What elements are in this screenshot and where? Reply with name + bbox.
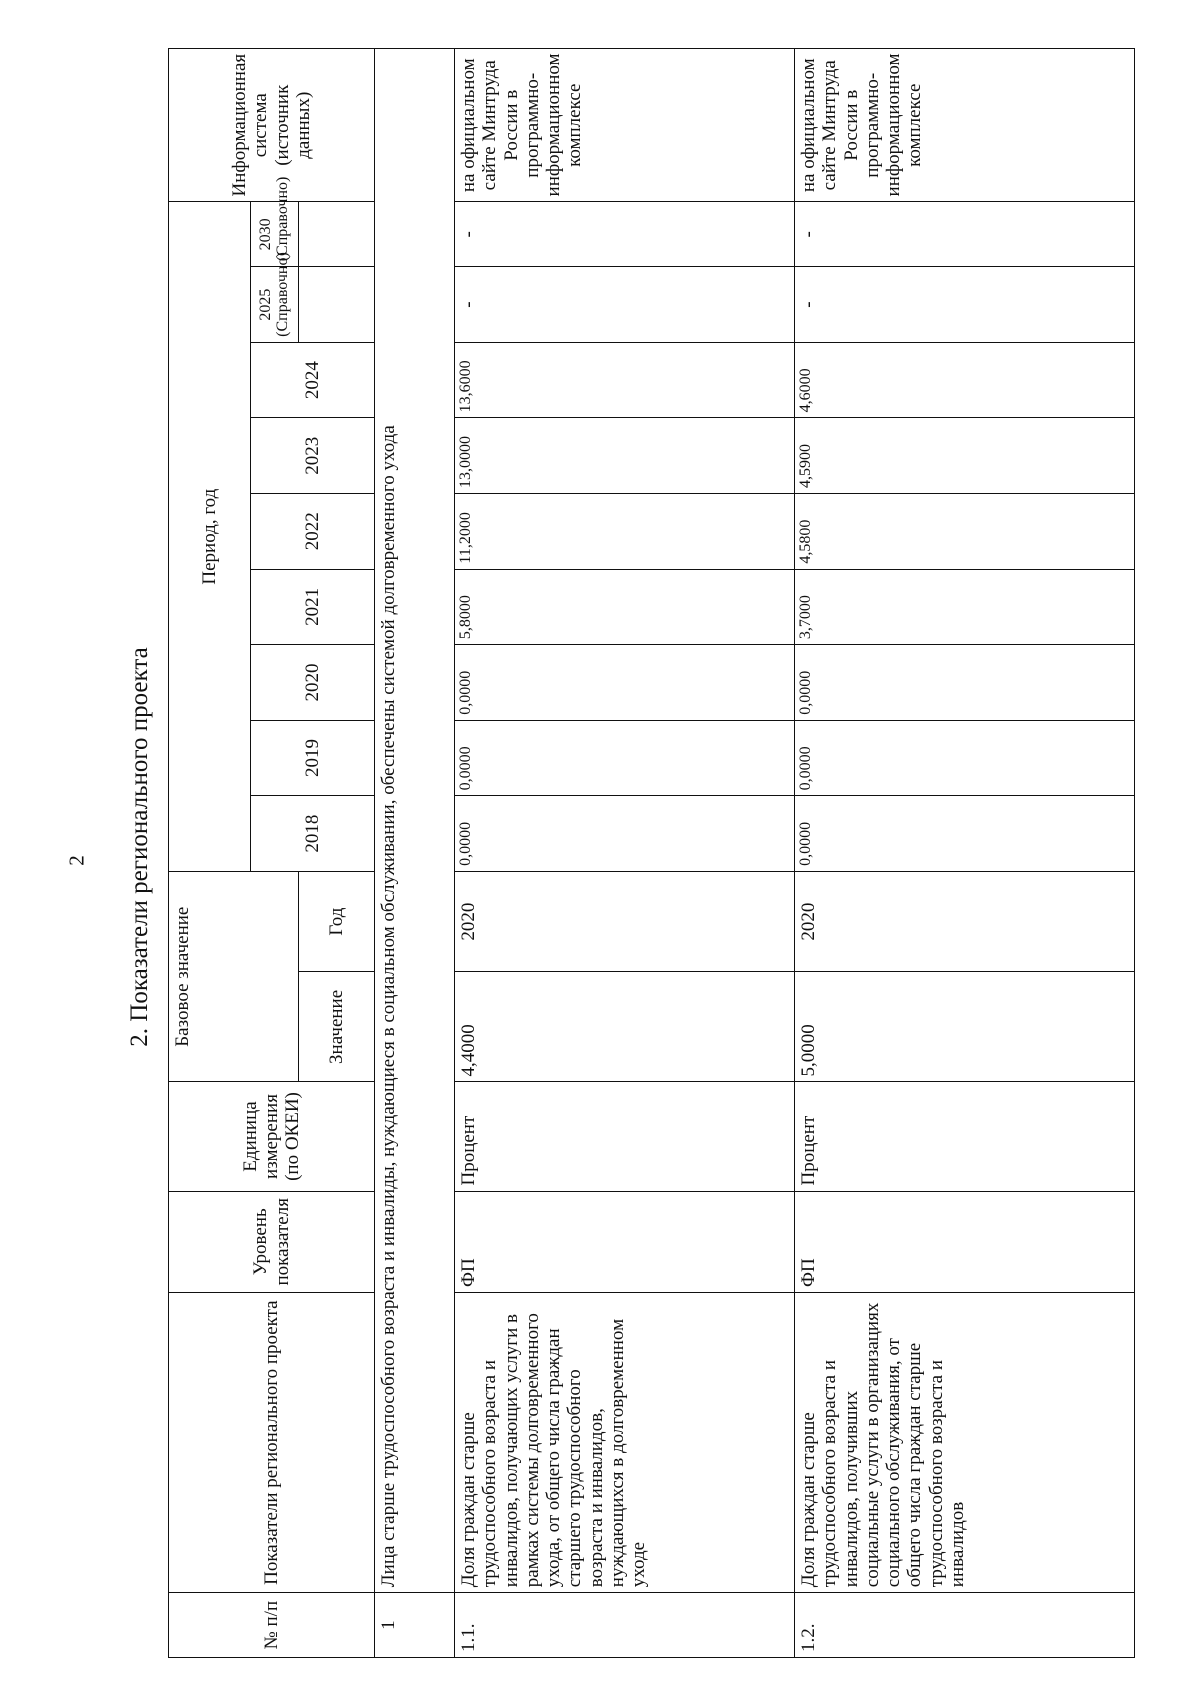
indicators-table <box>168 48 1135 1658</box>
row-value-2020: 0,0000 <box>455 645 795 721</box>
row-unit: Процент <box>795 1082 1135 1191</box>
row-indicator: Доля граждан старше трудоспособного возраста и инвалидов, получающих услуги в рамках системы долговременного ухода, от общего числа граждан старшего трудоспособного возраста и инвалидов, нуждающихся в долговременном уходе <box>455 1293 795 1593</box>
header-source: Информационная система (источник данных) <box>169 49 375 202</box>
row-base-year: 2020 <box>455 871 795 971</box>
row-value-2024: 13,6000 <box>455 342 795 418</box>
row-value-2023: 4,5900 <box>795 418 1135 494</box>
header-year-2024: 2024 <box>251 342 375 418</box>
header-indicator: Показатели регионального проекта <box>169 1293 375 1593</box>
header-row-1 <box>169 49 251 1658</box>
page-number: 2 <box>64 855 89 866</box>
row-value-2020: 0,0000 <box>795 645 1135 721</box>
row-value-2024: 4,6000 <box>795 342 1135 418</box>
row-num: 1.1. <box>455 1593 795 1658</box>
group-row <box>375 49 455 1658</box>
section-title: 2. Показатели регионального проекта <box>126 647 153 1047</box>
group-num: 1 <box>375 1593 455 1658</box>
row-value-2030: - <box>455 202 795 267</box>
row-value-2025: - <box>795 267 1135 343</box>
header-empty-2030 <box>299 202 375 267</box>
row-indicator: Доля граждан старше трудоспособного возраста и инвалидов, получивших социальные услуги в организациях социального обслуживания, от общего числа граждан старше трудоспособного возраста и инвалидов <box>795 1293 1135 1593</box>
row-value-2018: 0,0000 <box>455 796 795 872</box>
row-base-year: 2020 <box>795 871 1135 971</box>
row-source: на официальном сайте Минтруда России в программно-информационном комплексе <box>795 49 1135 202</box>
row-value-2030: - <box>795 202 1135 267</box>
row-base-value: 4,4000 <box>455 972 795 1082</box>
row-level: ФП <box>795 1191 1135 1293</box>
row-base-value: 5,0000 <box>795 972 1135 1082</box>
header-base-year: Год <box>299 871 375 971</box>
header-empty-2025 <box>299 267 375 343</box>
header-year-2025: 2025 (Справочно) <box>251 267 299 343</box>
header-period: Период, год <box>169 202 251 871</box>
header-year-2020: 2020 <box>251 645 375 721</box>
row-value-2018: 0,0000 <box>795 796 1135 872</box>
header-year-2023: 2023 <box>251 418 375 494</box>
table-row <box>455 49 795 1658</box>
header-unit: Единица измерения (по ОКЕИ) <box>169 1082 375 1191</box>
row-source: на официальном сайте Минтруда России в программно-информационном комплексе <box>455 49 795 202</box>
row-value-2019: 0,0000 <box>795 720 1135 796</box>
header-base: Базовое значение <box>169 871 299 1082</box>
row-value-2019: 0,0000 <box>455 720 795 796</box>
row-value-2025: - <box>455 267 795 343</box>
row-value-2021: 3,7000 <box>795 569 1135 645</box>
header-year-2019: 2019 <box>251 720 375 796</box>
header-year-2030: 2030 (Справочно) <box>251 202 299 267</box>
header-base-value: Значение <box>299 972 375 1082</box>
rotated-table-wrapper <box>168 48 1134 1658</box>
row-num: 1.2. <box>795 1593 1135 1658</box>
row-unit: Процент <box>455 1082 795 1191</box>
header-num: № п/п <box>169 1593 375 1658</box>
row-level: ФП <box>455 1191 795 1293</box>
row-value-2022: 4,5800 <box>795 494 1135 570</box>
header-level: Уровень показателя <box>169 1191 375 1293</box>
header-year-2021: 2021 <box>251 569 375 645</box>
row-value-2021: 5,8000 <box>455 569 795 645</box>
header-year-2022: 2022 <box>251 494 375 570</box>
table-row <box>795 49 1135 1658</box>
row-value-2023: 13,0000 <box>455 418 795 494</box>
group-title: Лица старше трудоспособного возраста и инвалиды, нуждающиеся в социальном обслуживании, обеспечены системой долговременного ухода <box>375 49 455 1593</box>
header-year-2018: 2018 <box>251 796 375 872</box>
row-value-2022: 11,2000 <box>455 494 795 570</box>
